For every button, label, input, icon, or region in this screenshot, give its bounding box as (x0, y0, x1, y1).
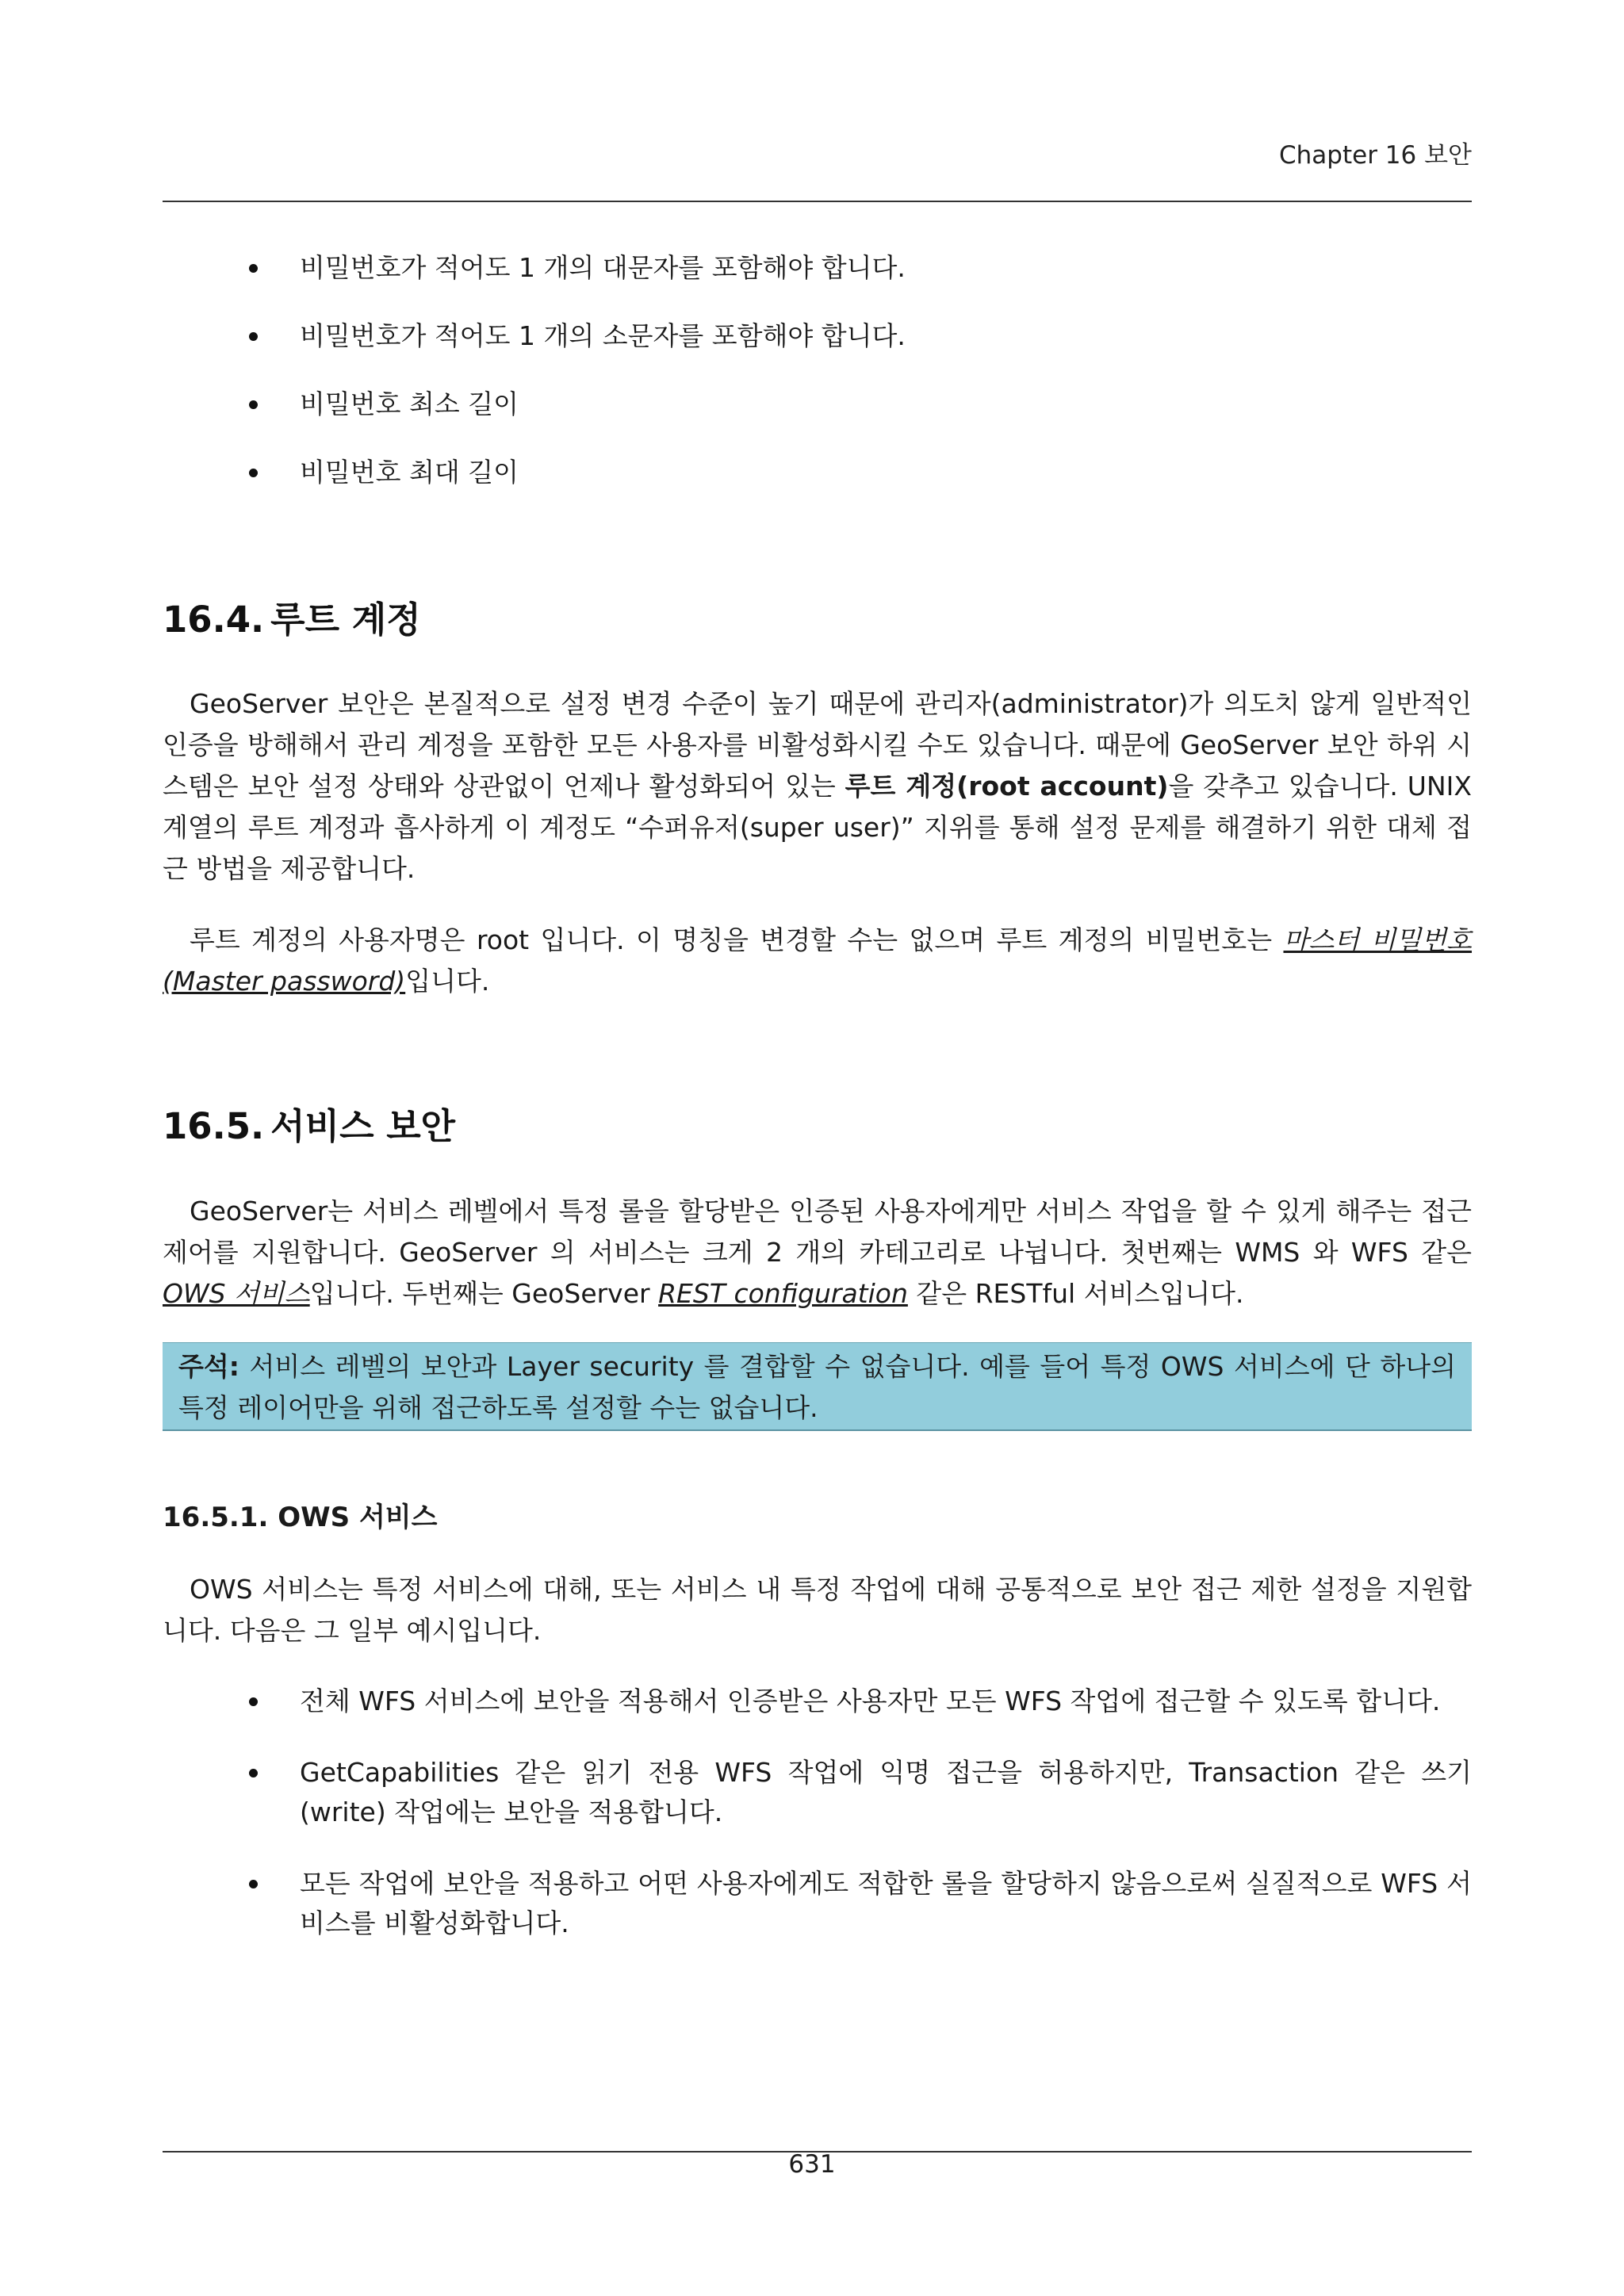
root-account-term: 루트 계정(root account) (845, 771, 1169, 802)
ows-examples-list (238, 1682, 1472, 1943)
list-item: 전체 WFS 서비스에 보안을 적용해서 인증받은 사용자만 모든 WFS 작업에 접근할 수 있도록 합니다. (238, 1682, 1472, 1721)
page-number: 631 (788, 2150, 836, 2179)
bullet-icon (249, 469, 258, 477)
section-heading-16-5: 16.5. 서비스 보안 (163, 1105, 456, 1147)
ows-services-link[interactable]: OWS 서비스 (163, 1278, 310, 1309)
subsection-heading-16-5-1: 16.5.1. OWS 서비스 (163, 1502, 438, 1533)
list-item: 비밀번호 최소 길이 (238, 385, 1472, 424)
bullet-icon (249, 400, 258, 409)
list-item: GetCapabilities 같은 읽기 전용 WFS 작업에 익명 접근을 허용하지만, Transaction 같은 쓰기(write) 작업에는 보안을 적용합니다. (238, 1753, 1472, 1832)
root-account-paragraph-1: GeoServer 보안은 본질적으로 설정 변경 수준이 높기 때문에 관리자(administrator)가 의도치 않게 일반적인 인증을 방해해서 관리 계정을 포함한 모든 사용자를 비활성화시킬 수도 있습니다. 때문에 GeoServer 보안 하위 시스템은 보안 설정 상태와 상관없이 언제나 활성화되어 있는 루트 계정(root account)을 갖추고 있습니다. UNIX 계열의 루트 계정과 흡사하게 이 계정도 “수퍼유저(super user)” 지위를 통해 설정 문제를 해결하기 위한 대체 접근 방법을 제공합니다. (163, 688, 1472, 884)
list-item: 비밀번호가 적어도 1 개의 대문자를 포함해야 합니다. (238, 248, 1472, 288)
note-label: 주석: (178, 1351, 239, 1382)
root-account-paragraph-2: 루트 계정의 사용자명은 root 입니다. 이 명칭을 변경할 수는 없으며 루트 계정의 비밀번호는 마스터 비밀번호(Master password)입니다. (163, 924, 1473, 997)
bullet-icon (249, 332, 258, 341)
service-security-paragraph: GeoServer는 서비스 레벨에서 특정 롤을 할당받은 인증된 사용자에게만 서비스 작업을 할 수 있게 해주는 접근 제어를 지원합니다. GeoServer 의 서비스는 크게 2 개의 카테고리로 나뉩니다. 첫번째는 WMS 와 WFS 같은 OWS 서비스입니다. 두번째는 GeoServer REST configuration 같은 RESTful 서비스입니다. (163, 1196, 1472, 1309)
rest-configuration-link[interactable]: REST configuration (658, 1278, 908, 1309)
bullet-icon (249, 1769, 258, 1777)
note-text: 주석: 서비스 레벨의 보안과 Layer security 를 결합할 수 없습니다. 예를 들어 특정 OWS 서비스에 단 하나의 특정 레이어만을 위해 접근하도록 설정할 수는 없습니다. (178, 1351, 1456, 1423)
note-box (163, 1342, 1472, 1431)
list-item: 모든 작업에 보안을 적용하고 어떤 사용자에게도 적합한 롤을 할당하지 않음으로써 실질적으로 WFS 서비스를 비활성화합니다. (238, 1864, 1472, 1943)
password-rules-list (238, 248, 1472, 492)
list-item: 비밀번호가 적어도 1 개의 소문자를 포함해야 합니다. (238, 316, 1472, 356)
bullet-icon (249, 1697, 258, 1706)
section-heading-16-4: 16.4. 루트 계정 (163, 599, 421, 641)
master-password-link[interactable]: 마스터 비밀번호(Master password) (163, 924, 1473, 997)
list-item: 비밀번호 최대 길이 (238, 453, 1472, 492)
bullet-icon (249, 264, 258, 273)
running-header: Chapter 16 보안 (1279, 141, 1472, 170)
bullet-icon (249, 1880, 258, 1888)
header-rule (163, 201, 1472, 202)
ows-services-paragraph: OWS 서비스는 특정 서비스에 대해, 또는 서비스 내 특정 작업에 대해 공통적으로 보안 접근 제한 설정을 지원합니다. 다음은 그 일부 예시입니다. (163, 1574, 1472, 1646)
